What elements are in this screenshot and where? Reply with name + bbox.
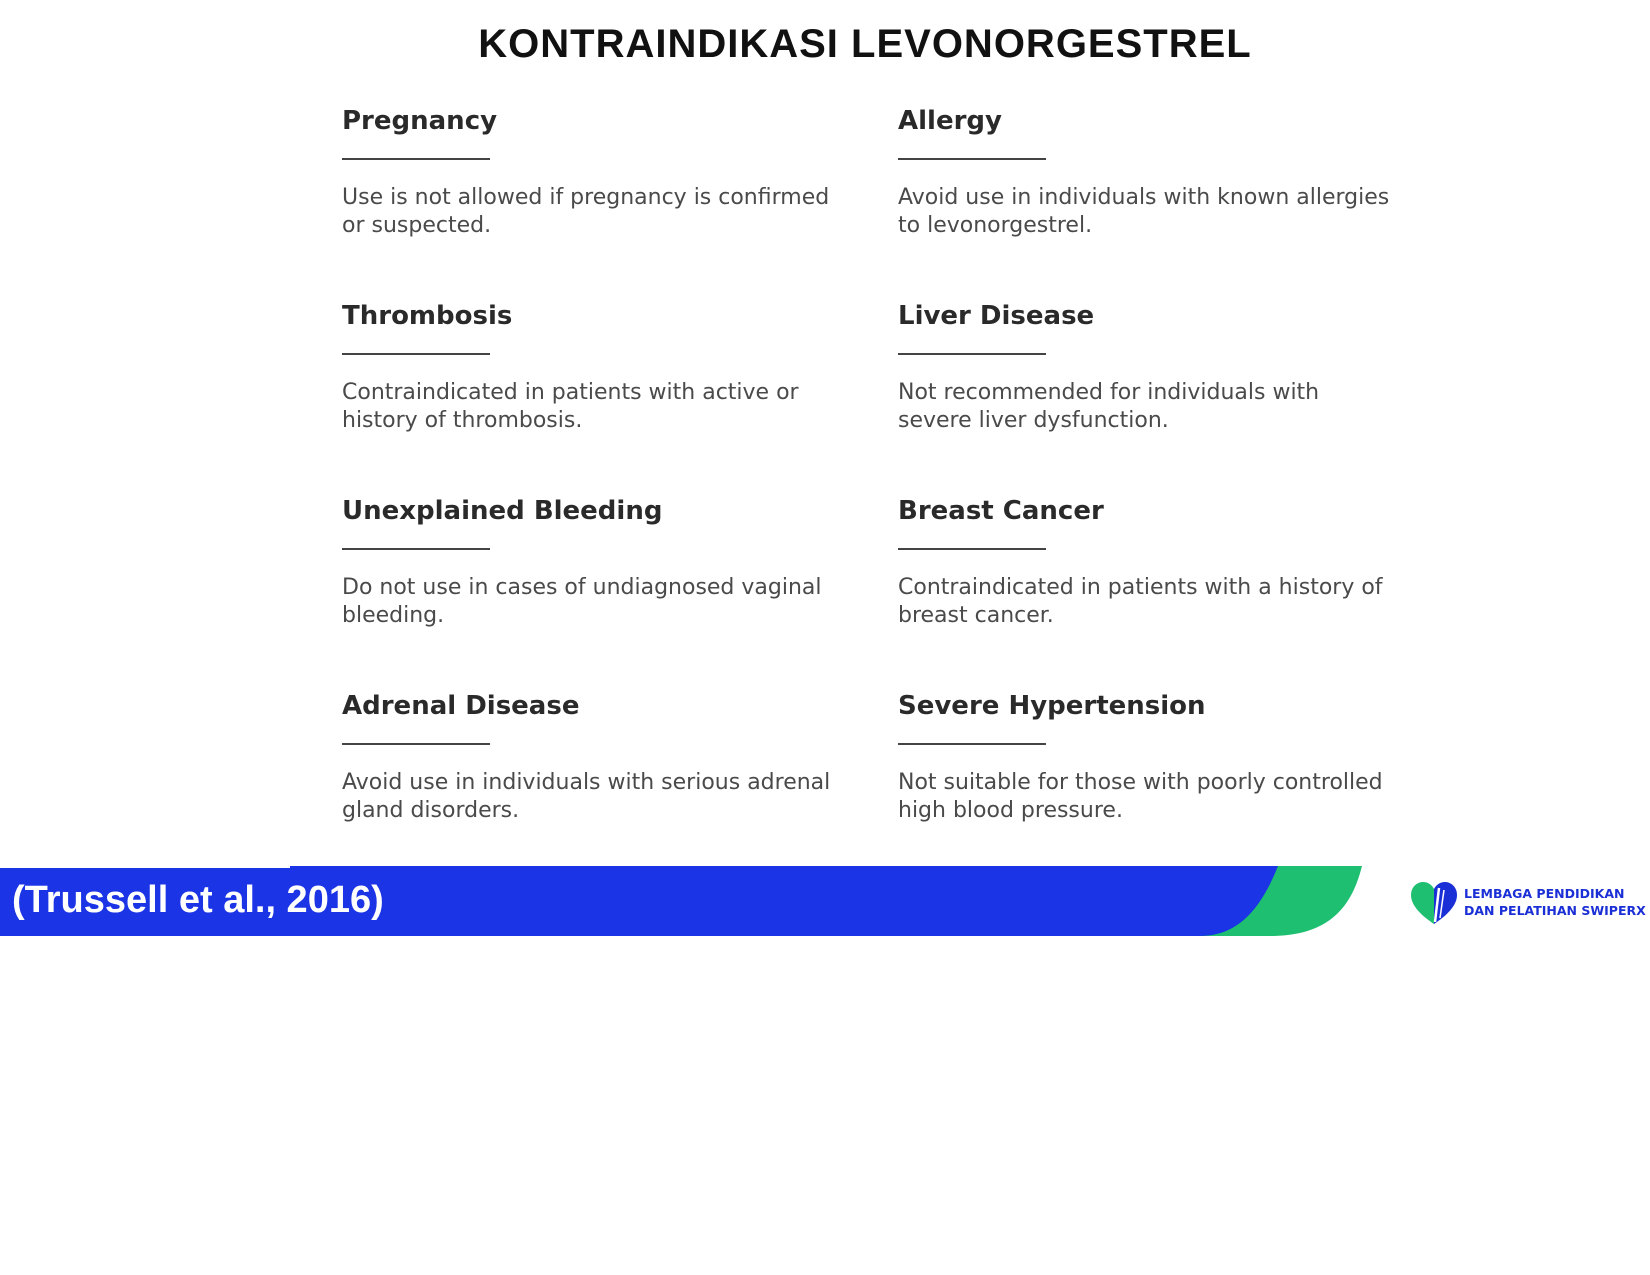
- logo-line-1: LEMBAGA PENDIDIKAN: [1464, 886, 1625, 901]
- contraindication-item-breast-cancer: [898, 494, 1398, 630]
- logo-text: [1464, 885, 1646, 919]
- item-heading: Liver Disease: [898, 301, 1095, 331]
- item-description: Contraindicated in patients with a history of breast cancer.: [898, 575, 1383, 628]
- item-heading: Adrenal Disease: [342, 691, 580, 721]
- contraindication-item-thrombosis: [342, 299, 842, 435]
- contraindication-item-unexplained-bleeding: [342, 494, 842, 630]
- item-description: Avoid use in individuals with known allergies to levonorgestrel.: [898, 185, 1390, 238]
- contraindication-item-severe-hypertension: [898, 689, 1398, 825]
- item-description: Contraindicated in patients with active or history of thrombosis.: [342, 380, 799, 433]
- item-description: Not suitable for those with poorly controlled high blood pressure.: [898, 770, 1383, 823]
- item-description: Avoid use in individuals with serious adrenal gland disorders.: [342, 770, 831, 823]
- item-divider: [342, 158, 490, 160]
- item-heading: Thrombosis: [342, 301, 513, 331]
- item-divider: [898, 158, 1046, 160]
- organization-logo: [1408, 878, 1646, 928]
- logo-line-2: DAN PELATIHAN SWIPERX: [1464, 903, 1646, 918]
- item-divider: [342, 743, 490, 745]
- contraindication-item-liver-disease: [898, 299, 1398, 435]
- contraindication-item-pregnancy: [342, 104, 842, 240]
- item-divider: [342, 548, 490, 550]
- citation: (Trussell et al., 2016): [12, 879, 384, 921]
- item-divider: [342, 353, 490, 355]
- item-heading: Severe Hypertension: [898, 691, 1206, 721]
- item-divider: [898, 743, 1046, 745]
- item-divider: [898, 548, 1046, 550]
- item-heading: Allergy: [898, 106, 1002, 136]
- contraindication-item-adrenal-disease: [342, 689, 842, 825]
- item-description: Use is not allowed if pregnancy is confirmed or suspected.: [342, 185, 830, 238]
- slide-title: KONTRAINDIKASI LEVONORGESTREL: [478, 22, 1252, 66]
- contraindication-item-allergy: [898, 104, 1398, 240]
- item-divider: [898, 353, 1046, 355]
- item-description: Not recommended for individuals with severe liver dysfunction.: [898, 380, 1320, 433]
- item-heading: Unexplained Bleeding: [342, 496, 663, 526]
- heart-leaf-logo-icon: [1408, 878, 1460, 928]
- item-heading: Pregnancy: [342, 106, 498, 136]
- item-heading: Breast Cancer: [898, 496, 1104, 526]
- item-description: Do not use in cases of undiagnosed vaginal bleeding.: [342, 575, 822, 628]
